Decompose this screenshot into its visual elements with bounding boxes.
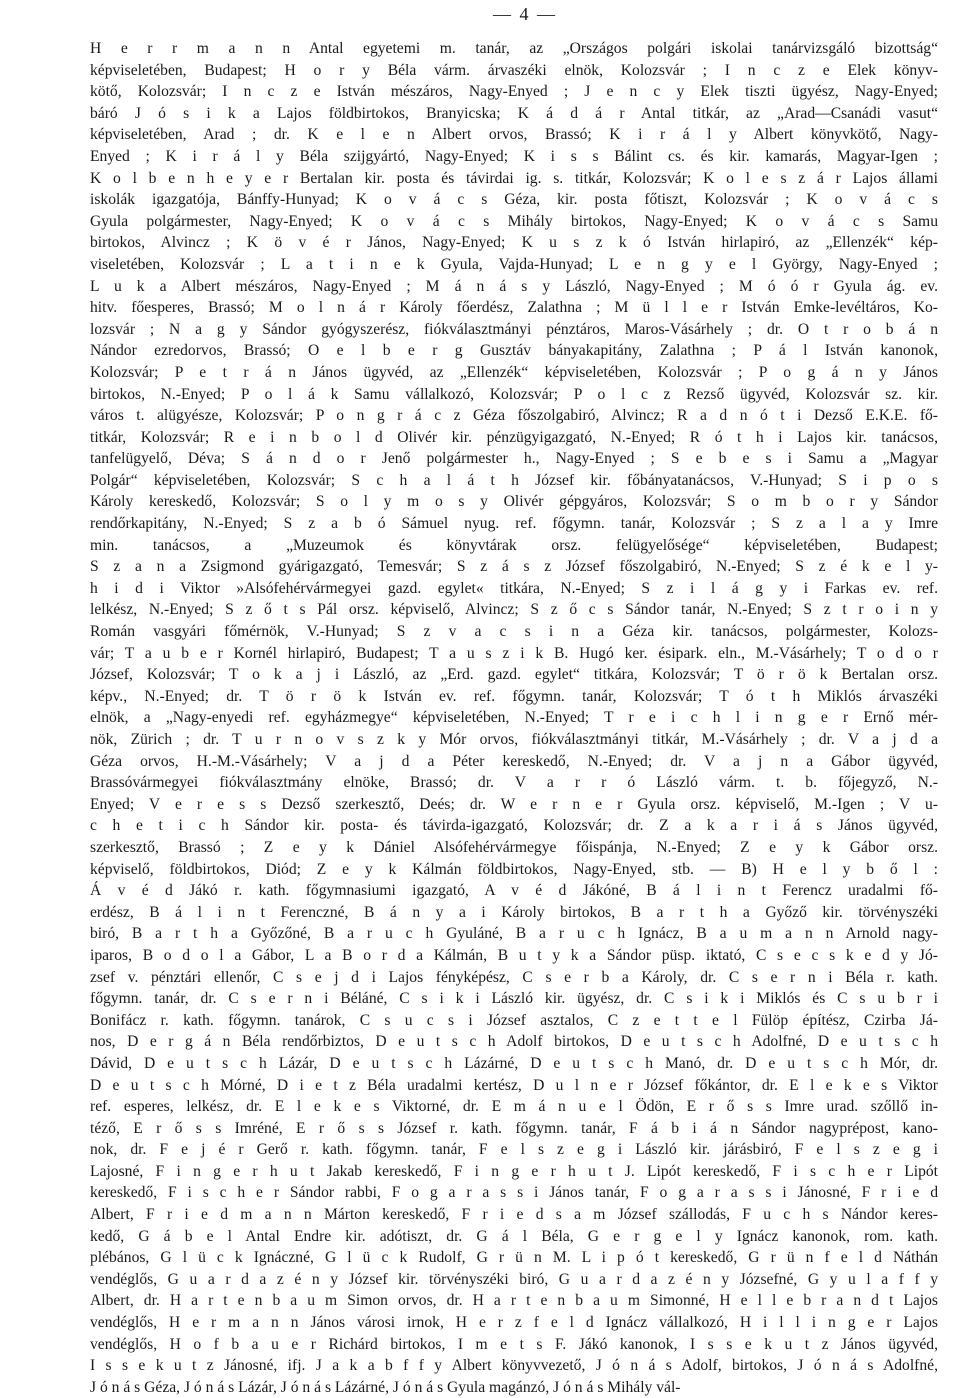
text-line: elnök, a „Nagy-enyedi ref. egyházmegye“ képviseletében, N.-Enyed; T r e i c h l i n g e r Ernő mér- [90, 709, 938, 727]
text-line: erdész, B á l i n t Ferenczné, B á n y a i Károly birtokos, B a r t h a Győző kir. törvényszéki [90, 903, 938, 921]
text-line: kereskedő, F i s c h e r Sándor rabbi, F o g a r a s s i János tanár, F o g a r a s s i Jánosné, F r i e d [90, 1184, 938, 1202]
text-line: Román vasgyári főmérnök, V.-Hunyad; S z v a c s i n a Géza kir. tanácsos, polgármester, Kolozs- [90, 623, 938, 641]
text-line: nos, D e r g á n Béla rendőrbiztos, D e u t s c h Adolf birtokos, D e u t s c h Adolfné, D e u t s c h [90, 1033, 938, 1051]
text-line: Enyed ; K i r á l y Béla szijgyártó, Nagy-Enyed; K i s s Bálint cs. és kir. kamarás, Magyar-Igen ; [90, 147, 938, 165]
text-line: nok, dr. F e j é r Gerő r. kath. főgymn. tanár, F e l s z e g i László kir. járásbiró, F e l s z e g i [90, 1141, 938, 1159]
text-line: város t. alügyésze, Kolozsvár; P o n g r á c z Géza főszolgabiró, Alvincz; R a d n ó t i Dezső E.K.E. fő- [90, 407, 938, 425]
text-line: D e u t s c h Mórné, D i e t z Béla uradalmi kertész, D u l n e r József főkántor, dr. E l e k e s Viktor [90, 1076, 938, 1094]
text-line: c h e t i c h Sándor kir. posta- és távirda-igazgató, Kolozsvár; dr. Z a k a r i á s János ügyvéd, [90, 817, 938, 835]
text-line: szerkesztő, Brassó ; Z e y k Dániel Alsófehérvármegye főispánja, N.-Enyed; Z e y k Gábor orsz. [90, 838, 938, 856]
text-line: ref. esperes, lelkész, dr. E l e k e s Viktorné, dr. E m á n u e l Ödön, E r ő s s Imre urad. szőllő in- [90, 1098, 938, 1116]
text-line: képviseletében, Arad ; dr. K e l e n Albert orvos, Brassó; K i r á l y Albert könyvkötő, Nagy- [90, 126, 938, 144]
text-line: Albert, F r i e d m a n n Márton kereskedő, F r i e d s a m József szállodás, F u c h s Nándor keres- [90, 1206, 938, 1224]
text-line: képviselő, földbirtokos, Diód; Z e y k Kálmán földbirtokos, Nagy-Enyed, stb. — B) H e l y b ő l : [90, 860, 938, 878]
text-line: Enyed; V e r e s s Dezső szerkesztő, Deés; dr. W e r n e r Gyula orsz. képviselő, M.-Igen ; V u- [90, 795, 938, 813]
text-line: plébános, G l ü c k Ignáczné, G l ü c k Rudolf, G r ü n M. L i p ó t kereskedő, G r ü n f e l d Náthán [90, 1249, 938, 1267]
text-line: iparos, B o d o l a Gábor, L a B o r d a Kálmán, B u t y k a Sándor püsp. iktató, C s e c s k e d y Jó- [90, 946, 938, 964]
text-line: Albert, dr. H a r t e n b a u m Simon orvos, dr. H a r t e n b a u m Simonné, H e l l e b r a n d t Lajos [90, 1292, 938, 1310]
text-line: biró, B a r t h a Győzőné, B a r u c h Gyuláné, B a r u c h Ignácz, B a u m a n n Arnold nagy- [90, 925, 938, 943]
text-line: lelkész, N.-Enyed; S z ő t s Pál orsz. képviselő, Alvincz; S z ő c s Sándor tanár, N.-Enyed; S z t r o i n y [90, 601, 938, 619]
text-line: viseletében, Kolozsvár ; L a t i n e k Gyula, Vajda-Hunyad; L e n g y e l György, Nagy-Enyed ; [90, 255, 938, 273]
text-line: vendéglős, H o f b a u e r Richárd birtokos, I m e t s F. Jákó kanonok, I s s e k u t z János ügyvéd, [90, 1335, 938, 1353]
text-line: hitv. főesperes, Brassó; M o l n á r Károly főerdész, Zalathna ; M ü l l e r István Emke-levéltáros, Ko- [90, 299, 938, 317]
text-line: Károly kereskedő, Kolozsvár; S o l y m o s y Olivér gépgyáros, Kolozsvár; S o m b o r y Sándor [90, 493, 938, 511]
text-line: H e r r m a n n Antal egyetemi m. tanár, az „Országos polgári iskolai tanárvizsgáló bizottság“ [90, 40, 938, 57]
text-line: L u k a Albert mészáros, Nagy-Enyed ; M á n á s y László, Nagy-Enyed ; M ó ó r Gyula ág. ev. [90, 277, 938, 295]
text-line: Dávid, D e u t s c h Lázár, D e u t s c h Lázárné, D e u t s c h Manó, dr. D e u t s c h Mór, dr. [90, 1054, 938, 1072]
text-line: Brassóvármegyei fiókválasztmány elnöke, Brassó; dr. V a r r ó László várm. t. b. főjegyző, N.- [90, 774, 938, 792]
text-line: iskolák igazgatója, Bánffy-Hunyad; K o v á c s Géza, kir. posta főtiszt, Kolozsvár ; K o v á c s [90, 191, 938, 209]
text-line: nök, Zürich ; dr. T u r n o v s z k y Mór orvos, fiókválasztmányi titkár, M.-Vásárhely ; dr. V a j d a [90, 731, 938, 748]
member-list-text [90, 38, 938, 1398]
text-line: rendőrkapitány, N.-Enyed; S z a b ó Sámuel nyug. ref. főgymn. tanár, Kolozsvár ; S z a l a y Imre [90, 515, 938, 533]
text-line: Lajosné, F i n g e r h u t Jakab kereskedő, F i n g e r h u t J. Lipót kereskedő, F i s c h e r Lipót [90, 1162, 938, 1180]
text-line: vár; T a u b e r Kornél hirlapiró, Budapest; T a u s z i k B. Hugó ker. ésipark. eln., M.-Vásárhely; T o d o r [90, 644, 938, 662]
text-line: téző, E r ő s s Imréné, E r ő s s József r. kath. főgymn. tanár, F á b i á n Sándor nagyprépost, kano- [90, 1119, 938, 1137]
text-line: kedő, G á b e l Antal Endre kir. adótiszt, dr. G á l Béla, G e r g e l y Ignácz kanonok, rom. kath. [90, 1227, 938, 1245]
text-line: lozsvár ; N a g y Sándor gyógyszerész, fiókválasztmányi pénztáros, Maros-Vásárhely ; dr. O t r o b á n [90, 320, 938, 338]
text-line: zsef v. pénztári ellenőr, C s e j d i Lajos fényképész, C s e r b a Károly, dr. C s e r n i Béla r. kath. [90, 968, 938, 986]
text-line: I s s e k u t z Jánosné, ifj. J a k a b f f y Albert könyvvezető, J ó n á s Adolf, birtokos, J ó n á s Adolfné, [90, 1357, 938, 1375]
text-line: főgymn. tanár, dr. C s e r n i Béláné, C s i k i László kir. ügyész, dr. C s i k i Miklós és C s u b r i [90, 990, 938, 1008]
text-line: titkár, Kolozsvár; R e i n b o l d Olivér kir. pénzügyigazgató, N.-Enyed; R ó t h i Lajos kir. tanácsos, [90, 428, 938, 446]
text-line: K o l b e n h e y e r Bertalan kir. posta és távirdai ig. s. titkár, Kolozsvár; K o l e s z á r Lajos állami [90, 169, 938, 187]
text-line: József, Kolozsvár; T o k a j i László, az „Erd. gazd. egylet“ titkára, Kolozsvár; T ö r ö k Bertalan orsz. [90, 666, 938, 684]
text-line: min. tanácsos, a „Muzeumok és könyvtárak orsz. felügyelősége“ képviseletében, Budapest; [90, 536, 938, 554]
text-line: Kolozsvár; P e t r á n János ügyvéd, az „Ellenzék“ képviseletében, Kolozsvár ; P o g á n y János [90, 363, 938, 381]
text-line: képviseletében, Budapest; H o r y Béla várm. árvaszéki elnök, Kolozsvár ; I n c z e Elek könyv- [90, 61, 938, 79]
text-line: Á v é d Jákó r. kath. főgymnasiumi igazgató, A v é d Jákóné, B á l i n t Ferencz uradalmi fő- [90, 882, 938, 900]
text-line: vendéglős, H e r m a n n János városi irnok, H e r z f e l d Ignácz vállalkozó, H i l l i n g e r Lajos [90, 1314, 938, 1332]
text-line: tanfelügyelő, Déva; S á n d o r Jenő polgármester h., Nagy-Enyed ; S e b e s i Samu a „Magyar [90, 450, 938, 468]
text-line: S z a n a Zsigmond gyárigazgató, Temesvár; S z á s z József főszolgabiró, N.-Enyed; S z é k e l y- [90, 558, 938, 576]
text-line: Polgár“ képviseletében, Kolozsvár; S c h a l á t h József kir. főbányatanácsos, V.-Hunyad; S i p o s [90, 471, 938, 489]
text-line: Gyula polgármester, Nagy-Enyed; K o v á c s Mihály birtokos, Nagy-Enyed; K o v á c s Samu [90, 212, 938, 230]
page-number: — 4 — [493, 4, 557, 24]
text-line: Bonifácz r. kath. főgymn. tanárok, C s u c s i József asztalos, C z e t t e l Fülöp építész, Czirba Já- [90, 1011, 938, 1029]
text-line: h i d i Viktor »Alsófehérvármegyei gazd. egylet« titkára, N.-Enyed; S z i l á g y i Farkas ev. ref. [90, 579, 938, 597]
text-line: birtokos, N.-Enyed; P o l á k Samu vállalkozó, Kolozsvár; P o l c z Rezső ügyvéd, Kolozsvár sz. kir. [90, 385, 938, 403]
text-line: Géza orvos, H.-M.-Vásárhely; V a j d a Péter kereskedő, N.-Enyed; dr. V a j n a Gábor ügyvéd, [90, 752, 938, 770]
text-line: vendéglős, G u a r d a z é n y József kir. törvényszéki biró, G u a r d a z é n y Józsefné, G y u l a f f y [90, 1270, 938, 1288]
text-line: kötő, Kolozsvár; I n c z e István mészáros, Nagy-Enyed ; J e n c y Elek tiszti ügyész, Nagy-Enyed; [90, 83, 938, 101]
text-line: Nándor ezredorvos, Brassó; O e l b e r g Gusztáv bányakapitány, Zalathna ; P á l István kanonok, [90, 342, 938, 360]
text-line: birtokos, Alvincz ; K ö v é r János, Nagy-Enyed; K u s z k ó István hirlapiró, az „Ellenzék“ kép- [90, 234, 938, 252]
text-line: báró J ó s i k a Lajos földbirtokos, Branyicska; K á d á r Antal titkár, az „Arad—Csanádi vasut“ [90, 104, 938, 122]
text-line: J ó n á s Géza, J ó n á s Lázár, J ó n á s Lázárné, J ó n á s Gyula magánzó, J ó n á s Mihály vál- [90, 1378, 681, 1396]
text-line: képv., N.-Enyed; dr. T ö r ö k István ev. ref. főgymn. tanár, Kolozsvár; T ó t h Miklós árvaszéki [90, 687, 938, 705]
